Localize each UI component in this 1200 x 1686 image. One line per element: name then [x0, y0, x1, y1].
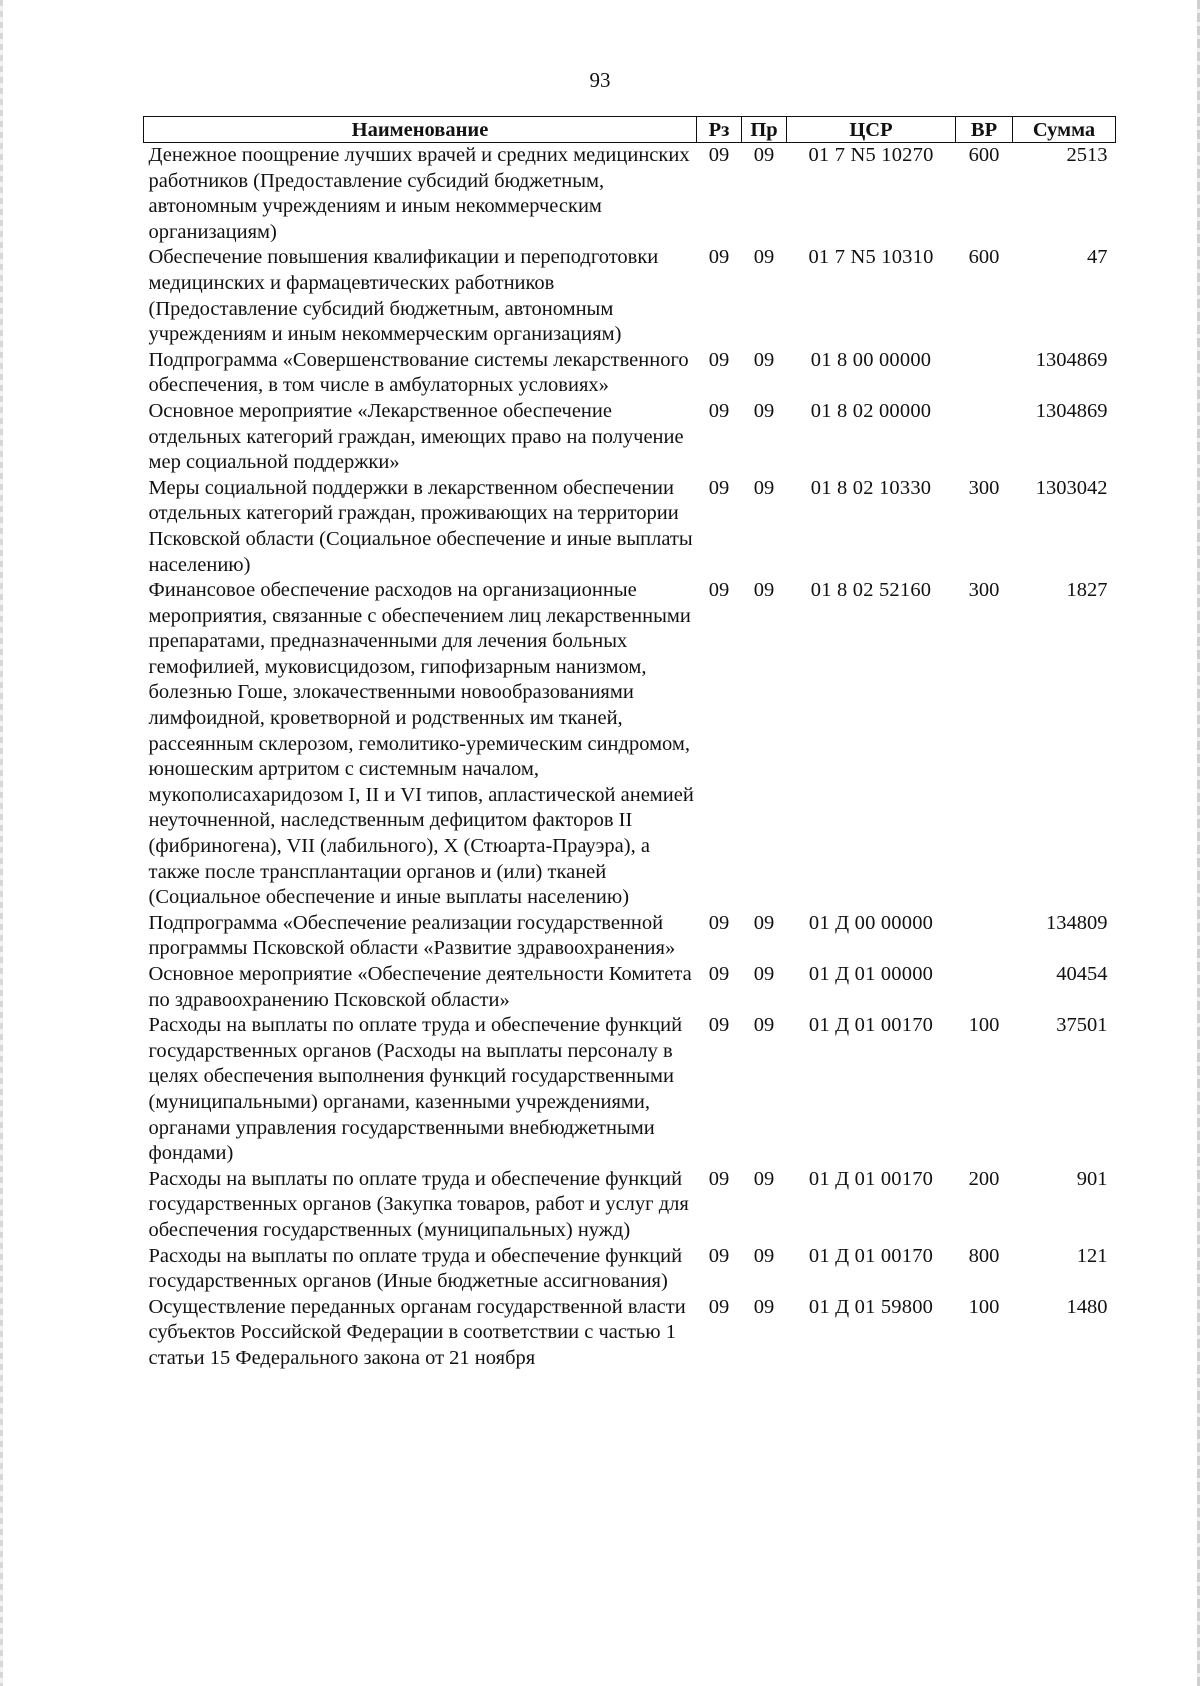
- cell-csr: 01 8 00 00000: [810, 348, 932, 371]
- table-row: [144, 348, 1116, 399]
- cell-rz: 09: [708, 476, 730, 499]
- cell-pr: 09: [753, 1295, 775, 1318]
- cell-csr: 01 Д 01 00170: [808, 1014, 934, 1037]
- table-body: [144, 143, 1116, 1372]
- cell-csr: 01 7 N5 10310: [808, 246, 934, 269]
- cell-name: Расходы на выплаты по оплате труда и обеспечение функций государственных органов (Иные бюджетные ассигнования): [148, 1244, 683, 1293]
- cell-sum: 1304869: [1035, 348, 1108, 371]
- table-row: [144, 911, 1116, 962]
- header-row: [144, 117, 1116, 143]
- cell-vr: [956, 911, 1013, 962]
- cell-csr: 01 7 N5 10270: [808, 144, 934, 166]
- cell-csr: 01 Д 01 00170: [808, 1167, 934, 1190]
- cell-csr: 01 8 02 52160: [810, 579, 932, 602]
- cell-csr: 01 Д 01 59800: [808, 1295, 934, 1318]
- cell-pr: 09: [753, 144, 775, 166]
- cell-vr: [956, 348, 1013, 399]
- table-row: [144, 1013, 1116, 1167]
- cell-vr: 300: [968, 579, 1000, 602]
- cell-name: Финансовое обеспечение расходов на организационные мероприятия, связанные с обеспечением лиц лекарственными препаратами, предназначенными для лечения больных гемофилией, муковисцидозом, гипофизарным нанизмом, болезнью Гоше, злокачественными новообразованиями лимфоидной, кроветворной и родственных им тканей, рассеянным склерозом, гемолитико-уремическим синдромом, юношеским артритом с системным началом, мукополисахаридозом I, II и VI типов, апластической анемией неуточненной, наследственным дефицитом факторов II (фибриногена), VII (лабильного), X (Стюарта-Прауэра), а также после трансплантации органов и (или) тканей (Социальное обеспечение и иные выплаты населению): [148, 579, 694, 909]
- cell-vr: [956, 399, 1013, 476]
- cell-name: Осуществление переданных органам государственной власти субъектов Российской Федерации в соответствии с частью 1 статьи 15 Федерального закона от 21 ноября: [148, 1295, 686, 1369]
- budget-table: [143, 116, 1116, 1372]
- cell-rz: 09: [708, 1167, 730, 1190]
- cell-pr: 09: [753, 1244, 775, 1267]
- cell-vr: 600: [968, 144, 1000, 166]
- table-row: [144, 1167, 1116, 1244]
- cell-vr: 100: [968, 1014, 1000, 1037]
- table-header: [144, 117, 1116, 143]
- header-pr: Пр: [742, 117, 787, 143]
- cell-name: Подпрограмма «Совершенствование системы лекарственного обеспечения, в том числе в амбулаторных условиях»: [148, 348, 689, 397]
- cell-sum: 901: [1076, 1167, 1108, 1190]
- cell-sum: 47: [1087, 246, 1108, 269]
- cell-csr: 01 Д 01 00170: [808, 1244, 934, 1267]
- cell-name: Расходы на выплаты по оплате труда и обеспечение функций государственных органов (Расходы на выплаты персоналу в целях обеспечения выполнения функций государственными (муниципальными) органами, казенными учреждениями, органами управления государственными внебюджетными фондами): [148, 1014, 683, 1165]
- table-row: [144, 962, 1116, 1013]
- cell-name: Расходы на выплаты по оплате труда и обеспечение функций государственных органов (Закупка товаров, работ и услуг для обеспечения государственных (муниципальных) нужд): [148, 1167, 689, 1241]
- cell-csr: 01 8 02 00000: [810, 399, 932, 422]
- cell-pr: 09: [753, 963, 775, 985]
- cell-csr: 01 Д 01 00000: [808, 963, 934, 985]
- cell-pr: 09: [753, 911, 775, 934]
- table-row: [144, 1295, 1116, 1372]
- table-row: [144, 578, 1116, 911]
- header-csr: ЦСР: [787, 117, 956, 143]
- header-vr: ВР: [956, 117, 1013, 143]
- cell-sum: 121: [1076, 1244, 1108, 1267]
- budget-table-container: [143, 116, 1115, 1372]
- cell-rz: 09: [708, 144, 730, 166]
- cell-sum: 40454: [1056, 963, 1108, 985]
- cell-sum: 37501: [1056, 1014, 1108, 1037]
- cell-vr: 100: [968, 1295, 1000, 1318]
- header-name: Наименование: [144, 117, 697, 143]
- cell-pr: 09: [753, 399, 775, 422]
- cell-name: Основное мероприятие «Обеспечение деятельности Комитета по здравоохранению Псковской области»: [148, 963, 692, 1011]
- cell-sum: 134809: [1046, 911, 1108, 934]
- cell-vr: 200: [968, 1167, 1000, 1190]
- cell-pr: 09: [753, 579, 775, 602]
- header-sum: Сумма: [1013, 117, 1116, 143]
- cell-rz: 09: [708, 1295, 730, 1318]
- cell-rz: 09: [708, 963, 730, 985]
- cell-pr: 09: [753, 246, 775, 269]
- cell-vr: 800: [968, 1244, 1000, 1267]
- scan-edge-left: [0, 0, 3, 1686]
- cell-rz: 09: [708, 1014, 730, 1037]
- cell-vr: [956, 962, 1013, 1013]
- cell-rz: 09: [708, 911, 730, 934]
- cell-sum: 1304869: [1035, 399, 1108, 422]
- cell-pr: 09: [753, 476, 775, 499]
- cell-pr: 09: [753, 348, 775, 371]
- table-row: [144, 1244, 1116, 1295]
- table-row: [144, 476, 1116, 578]
- header-rz: Рз: [697, 117, 742, 143]
- table-row: [144, 143, 1116, 246]
- cell-sum: 2513: [1066, 144, 1108, 166]
- cell-name: Денежное поощрение лучших врачей и средних медицинских работников (Предоставление субсидий бюджетным, автономным учреждениям и иным некоммерческим организациям): [148, 144, 690, 243]
- cell-csr: 01 8 02 10330: [810, 476, 932, 499]
- cell-name: Обеспечение повышения квалификации и переподготовки медицинских и фармацевтических работников (Предоставление субсидий бюджетным, автономным учреждениям и иным некоммерческим организациям): [148, 246, 659, 346]
- cell-pr: 09: [753, 1167, 775, 1190]
- cell-rz: 09: [708, 579, 730, 602]
- cell-sum: 1303042: [1035, 476, 1108, 499]
- cell-rz: 09: [708, 399, 730, 422]
- cell-vr: 300: [968, 476, 1000, 499]
- cell-pr: 09: [753, 1014, 775, 1037]
- cell-rz: 09: [708, 1244, 730, 1267]
- page-number: 93: [589, 68, 611, 92]
- cell-rz: 09: [708, 246, 730, 269]
- cell-name: Меры социальной поддержки в лекарственном обеспечении отдельных категорий граждан, проживающих на территории Псковской области (Социальное обеспечение и иные выплаты населению): [148, 476, 693, 576]
- table-row: [144, 245, 1116, 347]
- cell-vr: 600: [968, 246, 1000, 269]
- table-row: [144, 399, 1116, 476]
- cell-sum: 1480: [1066, 1295, 1108, 1318]
- cell-name: Основное мероприятие «Лекарственное обеспечение отдельных категорий граждан, имеющих право на получение мер социальной поддержки»: [148, 399, 684, 474]
- cell-name: Подпрограмма «Обеспечение реализации государственной программы Псковской области «Развитие здравоохранения»: [148, 911, 676, 960]
- cell-csr: 01 Д 00 00000: [808, 911, 934, 934]
- cell-rz: 09: [708, 348, 730, 371]
- cell-sum: 1827: [1066, 579, 1108, 602]
